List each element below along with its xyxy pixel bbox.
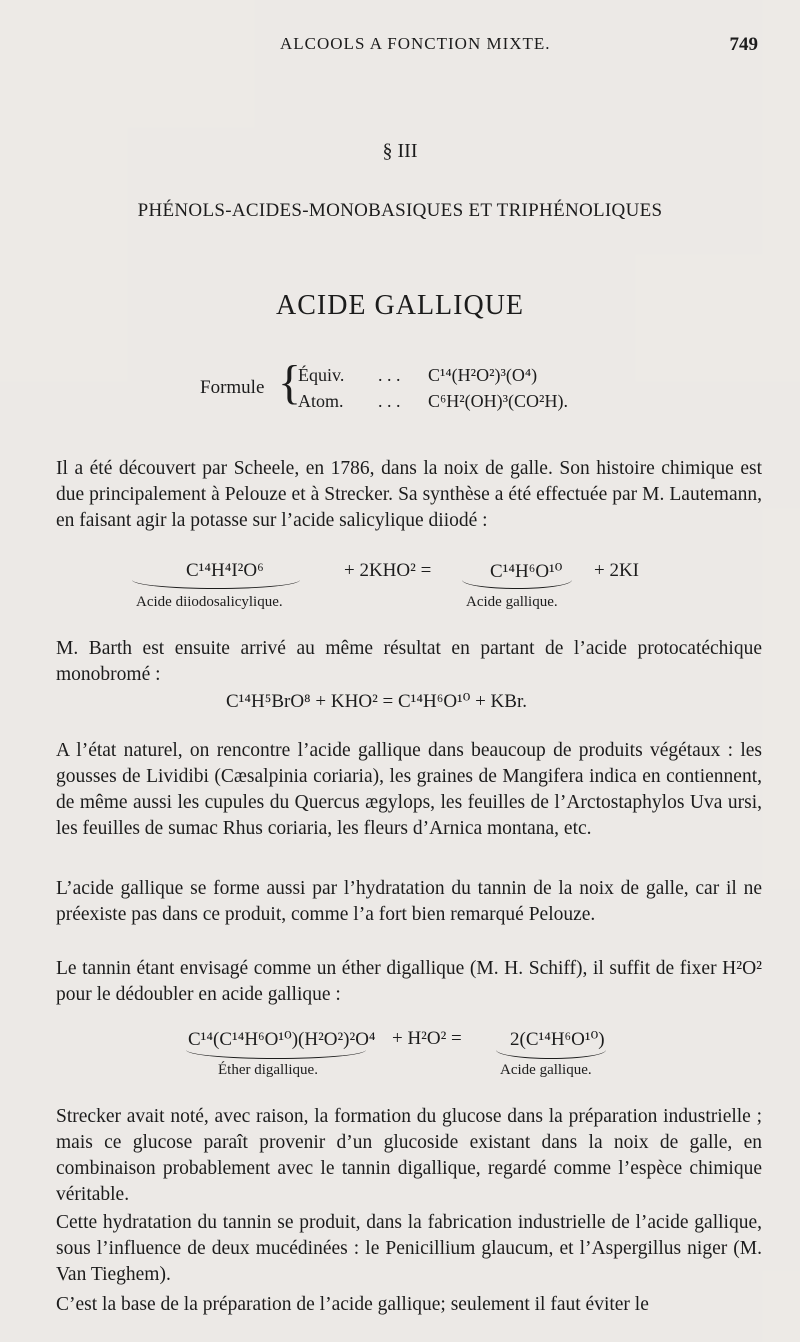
eq1-label-product: Acide gallique. (466, 594, 558, 610)
eq3-label-product: Acide gallique. (500, 1062, 592, 1078)
paragraph-5: Le tannin étant envisagé comme un éther digallique (M. H. Schiff), il suffit de fixer H²O² pour le dédoubler en acide gallique : (56, 958, 762, 1005)
eq3-label-reactant: Éther digallique. (218, 1062, 318, 1078)
eq1-product: C¹⁴H⁶O¹⁰ (490, 561, 563, 582)
eq2-text: C¹⁴H⁵BrO⁸ + KHO² = C¹⁴H⁶O¹⁰ + KBr. (226, 691, 527, 712)
equation-2 (0, 690, 800, 720)
eq3-product: 2(C¹⁴H⁶O¹⁰) (510, 1029, 605, 1050)
eq3-reactant: C¹⁴(C¹⁴H⁶O¹⁰)(H²O²)²O⁴ (188, 1029, 376, 1050)
brace-symbol: { (278, 356, 302, 409)
eq1-underbrace-product (462, 580, 572, 589)
paragraph-3: A l’état naturel, on rencontre l’acide gallique dans beaucoup de produits végétaux : les gousses de Lividibi (Cæsalpinia coriaria), les graines de Mangifera indica en contiennent, de même aussi les cupules du Quercus ægylops, les feuilles de l’Arctostaphylos Uva ursi, les feuilles de sumac Rhus coriaria, les fleurs d’Arnica montana, etc. (56, 740, 762, 839)
paragraph-6: Strecker avait noté, avec raison, la formation du glucose dans la préparation industrielle ; mais ce glucose paraît provenir d’un glucoside existant dans la noix de galle, en combinaison probablement avec le tannin digallique, regardé comme l’espèce chimique véritable. (56, 1106, 762, 1205)
page-header (0, 34, 800, 58)
paragraph-2: M. Barth est ensuite arrivé au même résultat en partant de l’acide protocatéchique monobromé : (56, 638, 762, 685)
paragraph-4: L’acide gallique se forme aussi par l’hydratation du tannin de la noix de galle, car il ne préexiste pas dans ce produit, comme l’a fort bien remarqué Pelouze. (56, 878, 762, 925)
equation-3 (0, 1028, 800, 1088)
formula-row-atom (298, 391, 568, 412)
atom-value: C⁶H²(OH)³(CO²H). (428, 391, 568, 411)
equiv-value: C¹⁴(H²O²)³(O⁴) (428, 365, 538, 385)
paragraph-1: Il a été découvert par Scheele, en 1786, dans la noix de galle. Son histoire chimique est due principalement à Pelouze et à Strecker. Sa synthèse a été effectuée par M. Lautemann, en faisant agir la potasse sur l’acide salicylique diiodé : (56, 458, 762, 531)
eq3-operator: + H²O² = (392, 1028, 462, 1049)
page-number: 749 (729, 34, 758, 55)
formula-row-equiv (298, 365, 537, 386)
formula-block (200, 356, 620, 415)
paragraph-8: C’est la base de la préparation de l’acide gallique; seulement il faut éviter le (56, 1294, 649, 1315)
running-title: ALCOOLS A FONCTION MIXTE. (280, 34, 551, 53)
equiv-name: Équiv. (298, 365, 345, 385)
main-title: ACIDE GALLIQUE (275, 290, 525, 321)
eq1-reactant: C¹⁴H⁴I²O⁶ (186, 560, 264, 581)
eq3-underbrace-reactant (186, 1050, 366, 1059)
equation-1 (0, 560, 800, 620)
eq1-operator: + 2KHO² = (344, 560, 432, 581)
eq1-underbrace-reactant (132, 580, 300, 589)
section-mark: § III (382, 140, 418, 162)
eq1-byproduct: + 2KI (594, 560, 640, 581)
equiv-dots: . . . (378, 365, 401, 385)
paragraph-7: Cette hydratation du tannin se produit, dans la fabrication industrielle de l’acide gallique, sous l’influence de deux mucédinées : le Penicillium glaucum, et l’Aspergillus niger (M. Van Tieghem). (56, 1212, 762, 1285)
formula-label: Formule (200, 377, 265, 398)
atom-name: Atom. (298, 391, 344, 411)
section-title: PHÉNOLS-ACIDES-MONOBASIQUES ET TRIPHÉNOLIQUES (137, 200, 663, 221)
eq1-label-reactant: Acide diiodosalicylique. (136, 594, 283, 610)
atom-dots: . . . (378, 391, 401, 411)
eq3-underbrace-product (496, 1050, 606, 1059)
